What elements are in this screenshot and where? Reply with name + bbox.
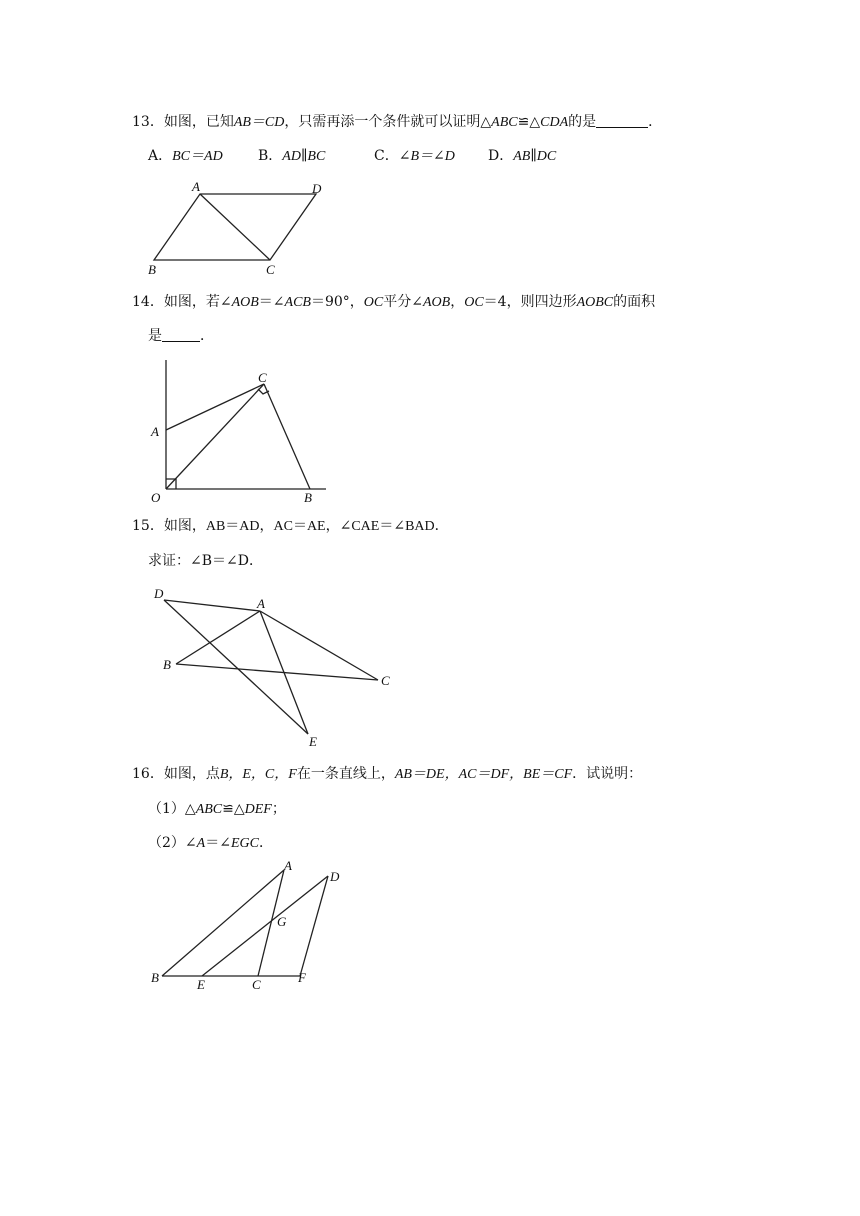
q14-text-h: AOB <box>422 295 451 310</box>
q16-part2-c: ＝∠ <box>205 835 231 851</box>
q13-label-b: B <box>148 262 156 277</box>
q13-text-e: ≌△ <box>517 114 541 130</box>
q16-part2-e: ． <box>258 835 273 851</box>
q14-label-a: A <box>151 424 159 439</box>
q14-text-line2-b: ． <box>200 328 214 344</box>
q16-part1-b: ABC <box>195 802 223 817</box>
q16-part1 <box>148 799 286 820</box>
q13-option-b-text: AD∥BC <box>282 149 326 164</box>
q13-text-f: CDA <box>540 115 569 130</box>
q13-text-g: 的是 <box>568 114 597 130</box>
q14-text-d: ACB <box>284 295 311 310</box>
q14-text-f: OC <box>363 295 384 310</box>
q15-label-c: C <box>381 673 390 688</box>
q13-text-h: ． <box>648 114 663 130</box>
q14-label-o: O <box>151 490 161 505</box>
q16-label-d: D <box>330 869 340 884</box>
q13-text-c: ，只需再添一个条件就可以证明△ <box>284 114 492 130</box>
q16-part2-b: A <box>196 836 206 851</box>
q15-text-line1: 如图，AB＝AD，AC＝AE，∠CAE＝∠BAD． <box>163 519 449 534</box>
q14-text-b: AOB <box>231 295 259 310</box>
q13-option-d-letter: D． <box>488 148 514 164</box>
q14-text-i: ， <box>450 294 465 310</box>
q14-figure <box>148 356 348 506</box>
q14-text-line2-a: 是 <box>148 328 162 344</box>
q14-question-line1 <box>132 292 655 313</box>
q16-text-a: 如图，点 <box>163 766 220 782</box>
q13-text-d: ABC <box>491 115 518 130</box>
q13-option-a <box>148 146 258 167</box>
q13-answer-blank <box>596 113 648 128</box>
q16-label-f: F <box>298 970 306 985</box>
q15-question-line1 <box>132 516 449 537</box>
q14-segment-ac <box>166 384 264 430</box>
q16-segment-df <box>300 876 328 976</box>
q14-segment-oc <box>166 384 264 489</box>
q16-figure <box>148 858 368 998</box>
q14-label-b: B <box>304 490 312 505</box>
q13-options <box>148 146 556 167</box>
q13-option-a-letter: A． <box>148 148 173 164</box>
q13-label-d: D <box>312 181 322 196</box>
q16-part2-a: （2）∠ <box>148 835 197 851</box>
q16-part2-d: EGC <box>230 836 259 851</box>
q15-question-line2 <box>148 551 263 571</box>
q15-segment-da <box>164 600 260 611</box>
q14-text-a: 如图，若∠ <box>163 294 232 310</box>
q14-text-e: ＝90°， <box>310 294 364 310</box>
q13-option-c <box>374 146 488 167</box>
q13-option-c-text: ∠B＝∠D <box>398 149 455 164</box>
q13-option-d <box>488 148 556 164</box>
q14-question-line2 <box>148 326 214 346</box>
q16-text-d: AB＝DE，AC＝DF，BE＝CF <box>394 767 573 782</box>
q16-part2 <box>148 833 273 854</box>
q16-label-b: B <box>151 970 159 985</box>
q15-segment-de <box>164 600 308 734</box>
q13-text-b: AB＝CD <box>233 115 285 130</box>
q16-label-e: E <box>197 977 205 992</box>
q14-text-k: ＝4，则四边形 <box>483 294 577 310</box>
q15-label-b: B <box>163 657 171 672</box>
q15-text-line2-b: ∠B＝∠D． <box>190 553 263 569</box>
q13-option-b-letter: B． <box>258 148 283 164</box>
q14-label-c: C <box>258 370 267 385</box>
q13-label-a: A <box>192 179 200 194</box>
q15-segment-ac <box>260 611 378 680</box>
q13-option-d-text: AB∥DC <box>513 149 557 164</box>
q15-text-line2-a: 求证： <box>148 553 190 569</box>
q15-number: 15． <box>132 518 164 534</box>
q15-segment-ab <box>176 611 260 664</box>
q13-option-b <box>258 146 374 167</box>
q15-label-a: A <box>257 596 265 611</box>
q16-number: 16． <box>132 766 164 782</box>
q13-option-a-text: BC＝AD <box>172 149 223 164</box>
q13-label-c: C <box>266 262 275 277</box>
q13-diagonal-ac <box>200 194 270 260</box>
q16-label-a: A <box>284 858 292 873</box>
q13-text-a: 如图，已知 <box>163 114 234 130</box>
q13-figure <box>140 178 340 278</box>
q14-number: 14． <box>132 294 164 310</box>
q16-text-e: ．试说明： <box>572 766 643 782</box>
q16-text-b: B，E，C，F <box>219 767 297 782</box>
q13-option-c-letter: C． <box>374 148 399 164</box>
q16-label-g: G <box>277 914 287 929</box>
q14-text-l: AOBC <box>576 295 614 310</box>
q16-label-c: C <box>252 977 261 992</box>
q16-question-line1 <box>132 764 642 785</box>
q15-label-d: D <box>154 586 164 601</box>
q14-text-c: ＝∠ <box>258 294 285 310</box>
q14-text-g: 平分∠ <box>383 294 423 310</box>
q15-figure <box>150 584 410 749</box>
q14-segment-cb <box>264 384 310 489</box>
q16-part1-c: ≌△ <box>222 801 245 817</box>
q13-question <box>132 112 662 133</box>
q14-text-j: OC <box>464 295 484 310</box>
q16-part1-a: （1）△ <box>148 801 196 817</box>
q16-part1-d: DEF <box>244 802 272 817</box>
q16-text-c: 在一条直线上， <box>296 766 395 782</box>
q13-number: 13． <box>132 114 164 130</box>
q16-part1-e: ； <box>271 801 286 817</box>
q14-text-m: 的面积 <box>613 294 656 310</box>
q16-segment-ed <box>202 876 328 976</box>
q15-label-e: E <box>309 734 317 749</box>
q15-segment-bc <box>176 664 378 680</box>
q14-answer-blank <box>162 327 200 342</box>
